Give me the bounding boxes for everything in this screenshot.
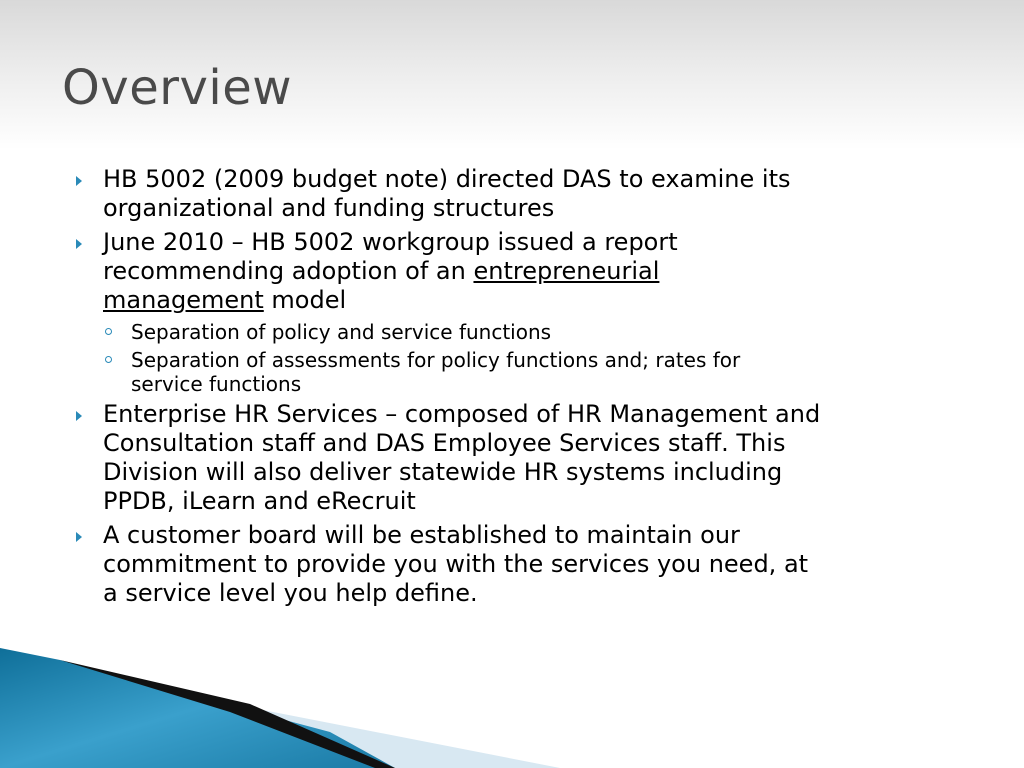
triangle-bullet-icon xyxy=(76,532,82,542)
bullet-line: Consultation staff and DAS Employee Services staff. This xyxy=(103,429,786,457)
sub-bullet-line: Separation of assessments for policy functions and; rates for xyxy=(131,348,741,372)
triangle-bullet-icon xyxy=(76,239,82,249)
ring-bullet-icon xyxy=(105,328,112,335)
bullet-line xyxy=(103,286,972,315)
bullet-line: HB 5002 (2009 budget note) directed DAS to examine its xyxy=(103,165,791,193)
bullet-line: A customer board will be established to maintain our xyxy=(103,521,740,549)
bullet-line xyxy=(103,257,972,286)
sub-bullet-line: service functions xyxy=(131,372,302,396)
bullet-line: a service level you help define. xyxy=(103,579,478,607)
underlined-term: management xyxy=(103,286,264,314)
slide-body xyxy=(72,165,972,613)
bullet-text: recommending adoption of an xyxy=(103,257,474,285)
bullet-item xyxy=(72,228,972,315)
bullet-item xyxy=(72,521,972,608)
bullet-line: Enterprise HR Services – composed of HR Management and xyxy=(103,400,821,428)
ring-bullet-icon xyxy=(105,356,112,363)
bullet-line: PPDB, iLearn and eRecruit xyxy=(103,487,416,515)
bullet-line: organizational and funding structures xyxy=(103,194,555,222)
sub-bullet-line: Separation of policy and service functions xyxy=(131,320,552,344)
triangle-bullet-icon xyxy=(76,176,82,186)
slide-title: Overview xyxy=(62,60,292,116)
bullet-line: commitment to provide you with the services you need, at xyxy=(103,550,809,578)
sub-bullet-item xyxy=(72,348,972,396)
bullet-item xyxy=(72,400,972,516)
bullet-line: Division will also deliver statewide HR systems including xyxy=(103,458,783,486)
underlined-term: entrepreneurial xyxy=(473,257,660,285)
sub-bullet-item xyxy=(72,320,972,344)
bullet-text: model xyxy=(263,286,347,314)
bullet-line: June 2010 – HB 5002 workgroup issued a report xyxy=(103,228,678,256)
corner-wave-decoration xyxy=(0,640,1024,768)
triangle-bullet-icon xyxy=(76,411,82,421)
bullet-item xyxy=(72,165,972,223)
